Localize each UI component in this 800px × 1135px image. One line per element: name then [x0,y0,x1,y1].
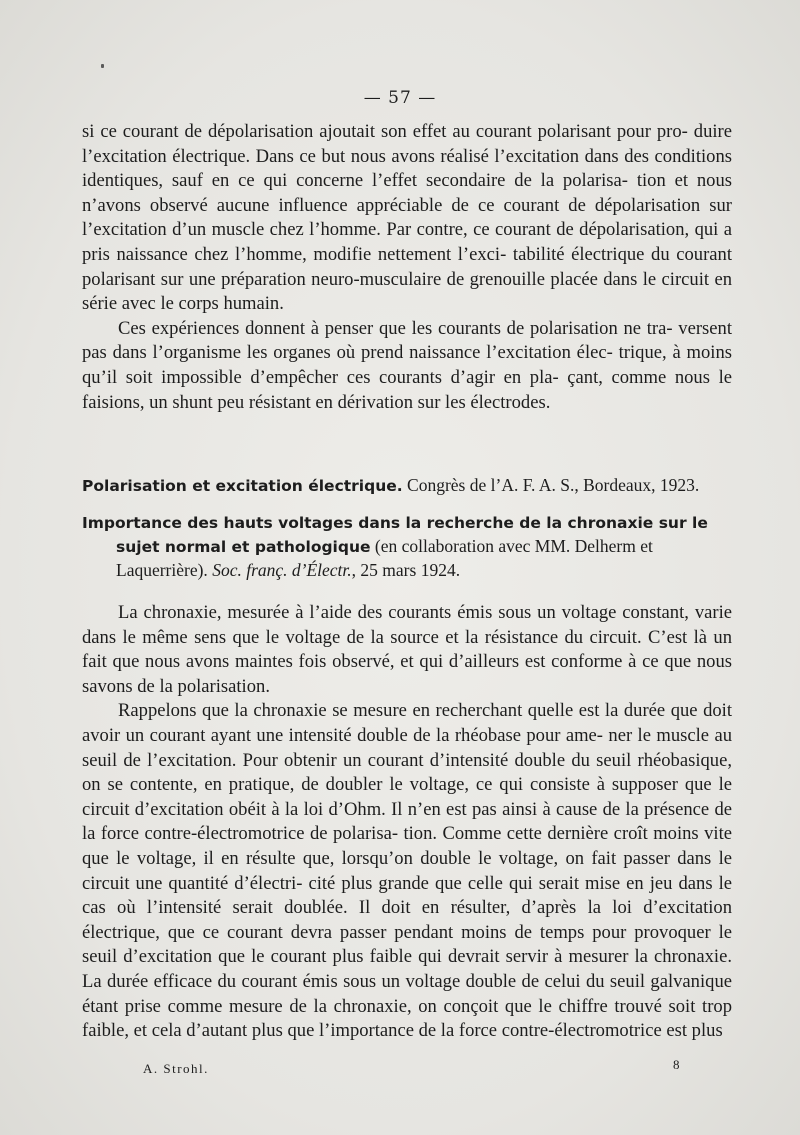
footer-author: A. Strohl. [143,1061,209,1076]
signature-mark: 8 [673,1057,680,1072]
reference-details: Congrès de l’A. F. A. S., Bordeaux, 1923. [402,475,700,495]
paragraph: si ce courant de dépolarisation ajoutait son effet au courant polarisant pour pro- duire l’excitation électrique. Dans ce but nous avons réalisé l’excitation dans des conditions identiques, sauf en ce qui concerne l’effet secondaire de la polarisa- tion et nous n’avons observé aucune influence appréciable de ce courant de dépolarisation sur l’excitation d’un muscle chez l’homme. Par contre, ce courant de dépolarisation, qui a pris naissance chez l’homme, modifie nettement l’exci- tabilité électrique du courant polarisant sur une préparation neuro-musculaire de grenouille placée dans le circuit en série avec le corps humain. [82,121,732,315]
reference-entry [82,474,732,498]
paragraph: Ces expériences donnent à penser que les courants de polarisation ne tra- versent pas dans l’organisme les organes où prend naissance l’excitation élec- trique, à moins qu’il soit impossible d’empêcher ces courants d’agir en pla- çant, comme nous le faisions, un shunt peu résistant en dérivation sur les électrodes. [82,317,732,413]
page-number: — 57 — [363,88,437,108]
ink-speck [101,64,104,68]
reference-title: Importance des hauts voltages dans la recherche de la chronaxie sur le sujet normal et pathologique [82,514,708,556]
paragraph: La chronaxie, mesurée à l’aide des courants émis sous un voltage constant, varie dans le même sens que le voltage de la source et la résistance du circuit. C’est là un fait que nous avons maintes fois observé, et qui d’ailleurs est conforme à ce que nous savons de la polarisation. [82,602,732,697]
top-text-section [82,120,732,415]
bottom-text-section [82,601,732,1044]
references-list [82,474,732,595]
reference-title: Polarisation et excitation électrique. [82,477,403,495]
reference-entry [82,511,732,582]
paragraph: Rappelons que la chronaxie se mesure en recherchant quelle est la durée que doit avoir un courant ayant une intensité double de la rhéobase pour ame- ner le muscle au seuil de l’excitation. Pour obtenir un courant d’intensité double du seuil rhéobasique, on se contente, en pratique, de doubler le voltage, ce qui consiste à supposer que le circuit d’excitation obéit à la loi d’Ohm. Il n’en est pas ainsi à cause de la présence de la force contre-électromotrice de polarisa- tion. Comme cette dernière croît moins vite que le voltage, il en résulte que, lorsqu’on double le voltage, on fait passer dans le circuit une quantité d’électri- cité plus grande que celle qui serait mise en jeu dans le cas où l’intensité serait doublée. Il doit en résulter, d’après la loi d’excitation électrique, que ce courant devra passer pendant moins de temps pour provoquer le seuil d’excitation que le courant plus faible qui devrait servir à mesurer la chronaxie. La durée efficace du courant émis sous un voltage double de celui du seuil galvanique étant prise comme mesure de la chronaxie, on conçoit que le chiffre trouvé soit trop faible, et cela d’autant plus que l’importance de la force contre-électromotrice est plus [82,700,732,1042]
reference-journal: Soc. franç. d’Électr. [212,560,352,580]
reference-details: (en collaboration avec MM. Delherm et Laquerrière). [116,536,653,580]
reference-date: , 25 mars 1924. [351,560,461,580]
